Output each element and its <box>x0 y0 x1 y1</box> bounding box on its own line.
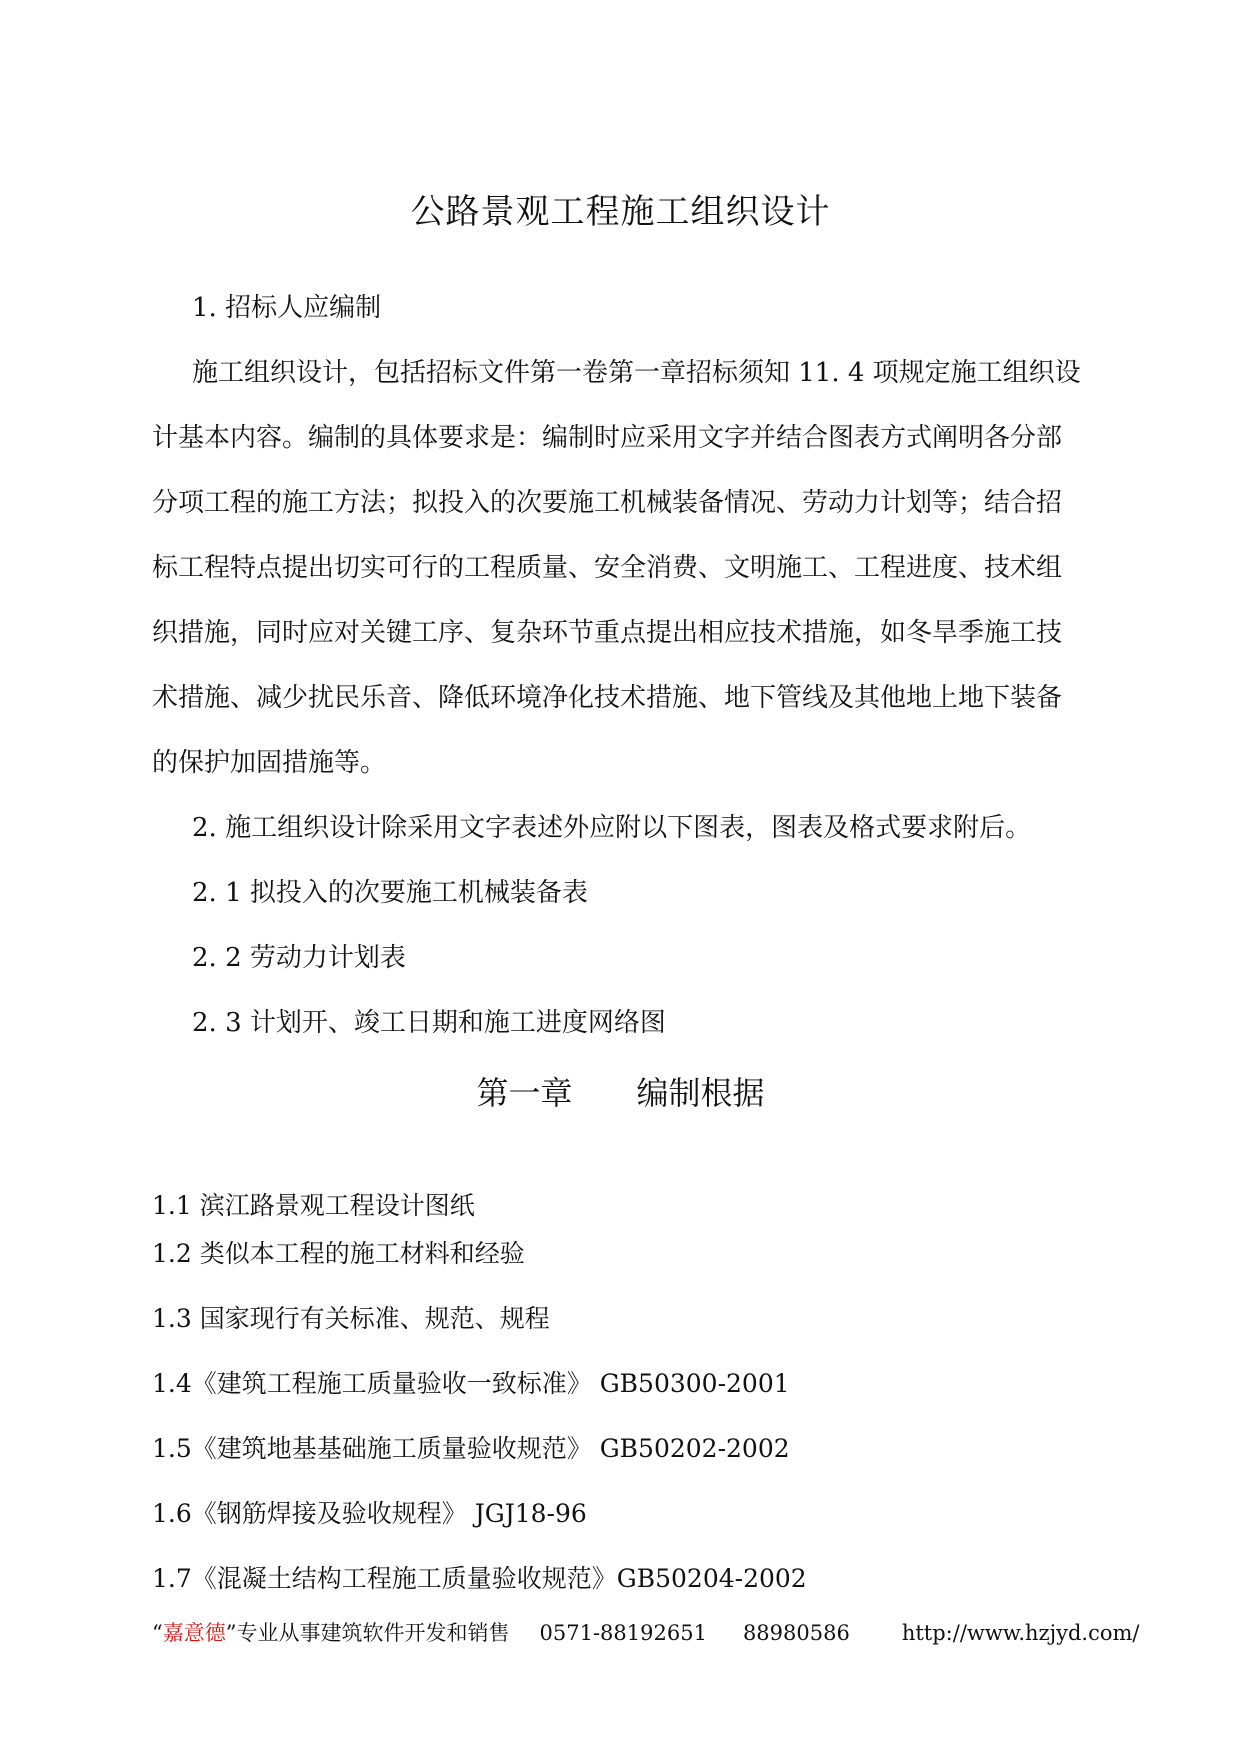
paragraph-line: 计基本内容。编制的具体要求是：编制时应采用文字并结合图表方式阐明各分部 <box>152 423 1063 453</box>
reference-item: 1.6《钢筋焊接及验收规程》 JGJ18-96 <box>152 1499 587 1528</box>
footer-phone-2: 88980586 <box>742 1621 850 1645</box>
page-footer <box>152 1617 1140 1647</box>
reference-item: 1.7《混凝土结构工程施工质量验收规范》GB50204-2002 <box>152 1564 807 1593</box>
paragraph-line: 的保护加固措施等。 <box>152 748 387 778</box>
section-1-heading: 1. 招标人应编制 <box>192 293 382 323</box>
section-1 <box>152 276 1110 1056</box>
section-1-paragraph <box>152 341 1110 796</box>
reference-list <box>152 1188 1112 1626</box>
footer-tagline: ”专业从事建筑软件开发和销售 <box>225 1621 510 1645</box>
section-2-heading: 2. 施工组织设计除采用文字表述外应附以下图表，图表及格式要求附后。 <box>192 813 1032 843</box>
footer-phone-1: 0571-88192651 <box>539 1621 707 1645</box>
footer-brand: 嘉意德 <box>162 1621 226 1645</box>
paragraph-line: 施工组织设计，包括招标文件第一卷第一章招标须知 11. 4 项规定施工组织设 <box>192 358 1081 388</box>
page-title: 公路景观工程施工组织设计 <box>410 192 831 232</box>
section-2-item: 2. 1 拟投入的次要施工机械装备表 <box>192 878 588 908</box>
paragraph-line: 分项工程的施工方法；拟投入的次要施工机械装备情况、劳动力计划等；结合招 <box>152 488 1063 518</box>
paragraph-line: 术措施、减少扰民乐音、降低环境净化技术措施、地下管线及其他地上地下装备 <box>152 683 1063 713</box>
paragraph-line: 标工程特点提出切实可行的工程质量、安全消费、文明施工、工程进度、技术组 <box>152 553 1063 583</box>
footer-quote-open: “ <box>152 1621 163 1645</box>
section-2-item: 2. 3 计划开、竣工日期和施工进度网络图 <box>192 1008 666 1038</box>
chapter-title: 第一章 编制根据 <box>476 1074 765 1112</box>
reference-item: 1.5《建筑地基基础施工质量验收规范》 GB50202-2002 <box>152 1434 790 1463</box>
reference-item: 1.3 国家现行有关标准、规范、规程 <box>152 1304 550 1333</box>
paragraph-line: 织措施，同时应对关键工序、复杂环节重点提出相应技术措施，如冬旱季施工技 <box>152 618 1063 648</box>
reference-item: 1.4《建筑工程施工质量验收一致标准》 GB50300-2001 <box>152 1369 790 1398</box>
footer-url-link[interactable]: http://www.hzjyd.com/ <box>901 1621 1140 1645</box>
reference-item: 1.1 滨江路景观工程设计图纸 <box>152 1191 475 1220</box>
reference-item: 1.2 类似本工程的施工材料和经验 <box>152 1239 525 1268</box>
section-2-item: 2. 2 劳动力计划表 <box>192 943 406 973</box>
